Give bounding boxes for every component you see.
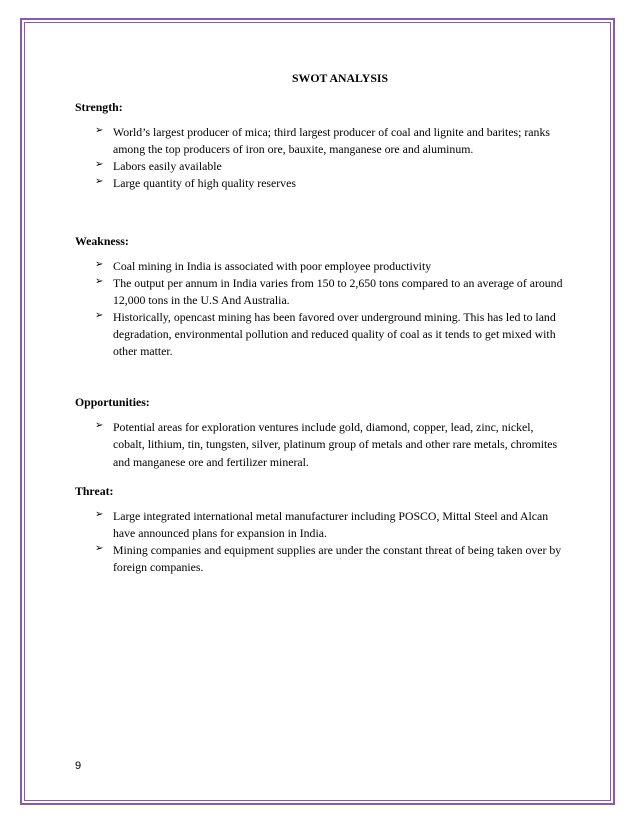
- list-item-text: Mining companies and equipment supplies are under the constant threat of being taken over by foreign companies.: [113, 542, 562, 574]
- page-number: 9: [75, 760, 82, 772]
- opportunities-heading: Opportunities:: [75, 395, 150, 410]
- list-item-text: Coal mining in India is associated with poor employee productivity: [113, 258, 432, 273]
- spacer: [75, 360, 565, 394]
- strength-list: [75, 124, 565, 192]
- list-item-text: Potential areas for exploration ventures include gold, diamond, copper, lead, zinc, nickel, cobalt, lithium, tin, tungsten, silver, platinum group of metals and other rare metals, chromites and manganese ore and fertilizer mineral.: [113, 420, 558, 469]
- opportunities-list: [75, 419, 565, 470]
- arrow-bullet-icon: ➢: [95, 508, 104, 520]
- list-item-text: World’s largest producer of mica; third largest producer of coal and lignite and barites; ranks among the top producers of iron ore, bauxite, manganese ore and aluminum.: [113, 125, 550, 157]
- weakness-heading: Weakness:: [75, 233, 129, 248]
- strength-heading: Strength:: [75, 100, 123, 115]
- list-item-text: Large quantity of high quality reserves: [113, 176, 296, 191]
- list-item: [95, 419, 565, 470]
- weakness-section: [75, 233, 565, 361]
- weakness-list: [75, 258, 565, 361]
- list-item: [95, 124, 565, 158]
- arrow-bullet-icon: ➢: [95, 420, 104, 432]
- arrow-bullet-icon: ➢: [95, 125, 104, 137]
- list-item: [95, 158, 565, 175]
- arrow-bullet-icon: ➢: [95, 275, 104, 287]
- list-item-text: Labors easily available: [113, 159, 222, 174]
- list-item: [95, 175, 565, 192]
- list-item: [95, 542, 565, 576]
- spacer: [75, 193, 565, 233]
- list-item: [95, 258, 565, 275]
- arrow-bullet-icon: ➢: [95, 258, 104, 270]
- arrow-bullet-icon: ➢: [95, 542, 104, 554]
- spacer: [75, 471, 565, 483]
- list-item: [95, 508, 565, 542]
- list-item-text: The output per annum in India varies from 150 to 2,650 tons compared to an average of around 12,000 tons in the U.S And Australia.: [113, 275, 563, 307]
- page-title: SWOT ANALYSIS: [291, 71, 389, 85]
- threat-list: [75, 508, 565, 576]
- strength-section: [75, 99, 565, 192]
- opportunities-section: [75, 394, 565, 470]
- document-body: [75, 70, 565, 576]
- threat-heading: Threat:: [75, 483, 114, 498]
- list-item-text: Large integrated international metal manufacturer including POSCO, Mittal Steel and Alcan have announced plans for expansion in India.: [113, 508, 549, 540]
- threat-section: [75, 483, 565, 576]
- list-item: [95, 275, 565, 309]
- arrow-bullet-icon: ➢: [95, 309, 104, 321]
- arrow-bullet-icon: ➢: [95, 176, 104, 188]
- list-item-text: Historically, opencast mining has been favored over underground mining. This has led to land degradation, environmental pollution and reduced quality of coal as it tends to get mixed with other matter.: [113, 309, 556, 359]
- list-item: [95, 309, 565, 360]
- arrow-bullet-icon: ➢: [95, 159, 104, 171]
